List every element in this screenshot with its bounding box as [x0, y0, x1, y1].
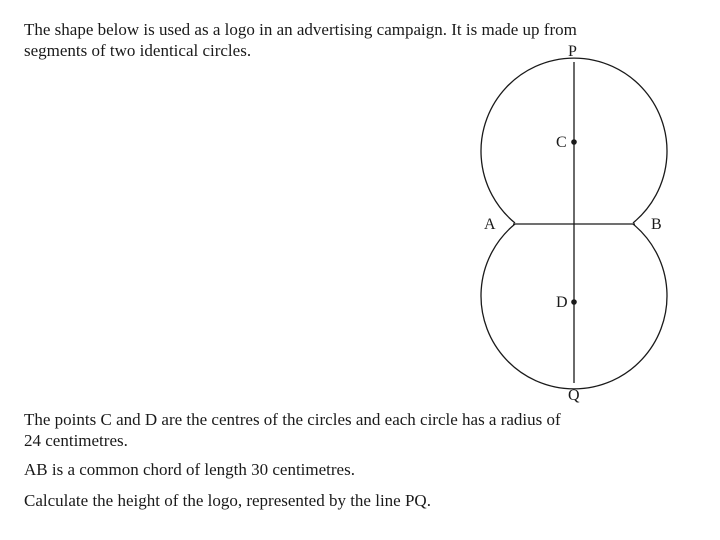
intro-line-2: segments of two identical circles. — [24, 41, 252, 60]
label-p: P — [568, 43, 577, 60]
centre-d-dot — [571, 299, 577, 305]
label-a: A — [484, 216, 496, 233]
points-line-2: 24 centimetres. — [24, 431, 128, 450]
intro-line-1: The shape below is used as a logo in an advertising campaign. It is made up from — [24, 20, 577, 39]
label-c: C — [556, 134, 567, 151]
points-line-1: The points C and D are the centres of the circles and each circle has a radius of — [24, 410, 561, 429]
centre-c-dot — [571, 139, 577, 145]
label-b: B — [651, 216, 662, 233]
label-d: D — [556, 294, 568, 311]
points-text — [24, 409, 561, 451]
chord-text: AB is a common chord of length 30 centimetres. — [24, 460, 355, 479]
label-q: Q — [568, 387, 580, 404]
task-text: Calculate the height of the logo, represented by the line PQ. — [24, 491, 431, 510]
